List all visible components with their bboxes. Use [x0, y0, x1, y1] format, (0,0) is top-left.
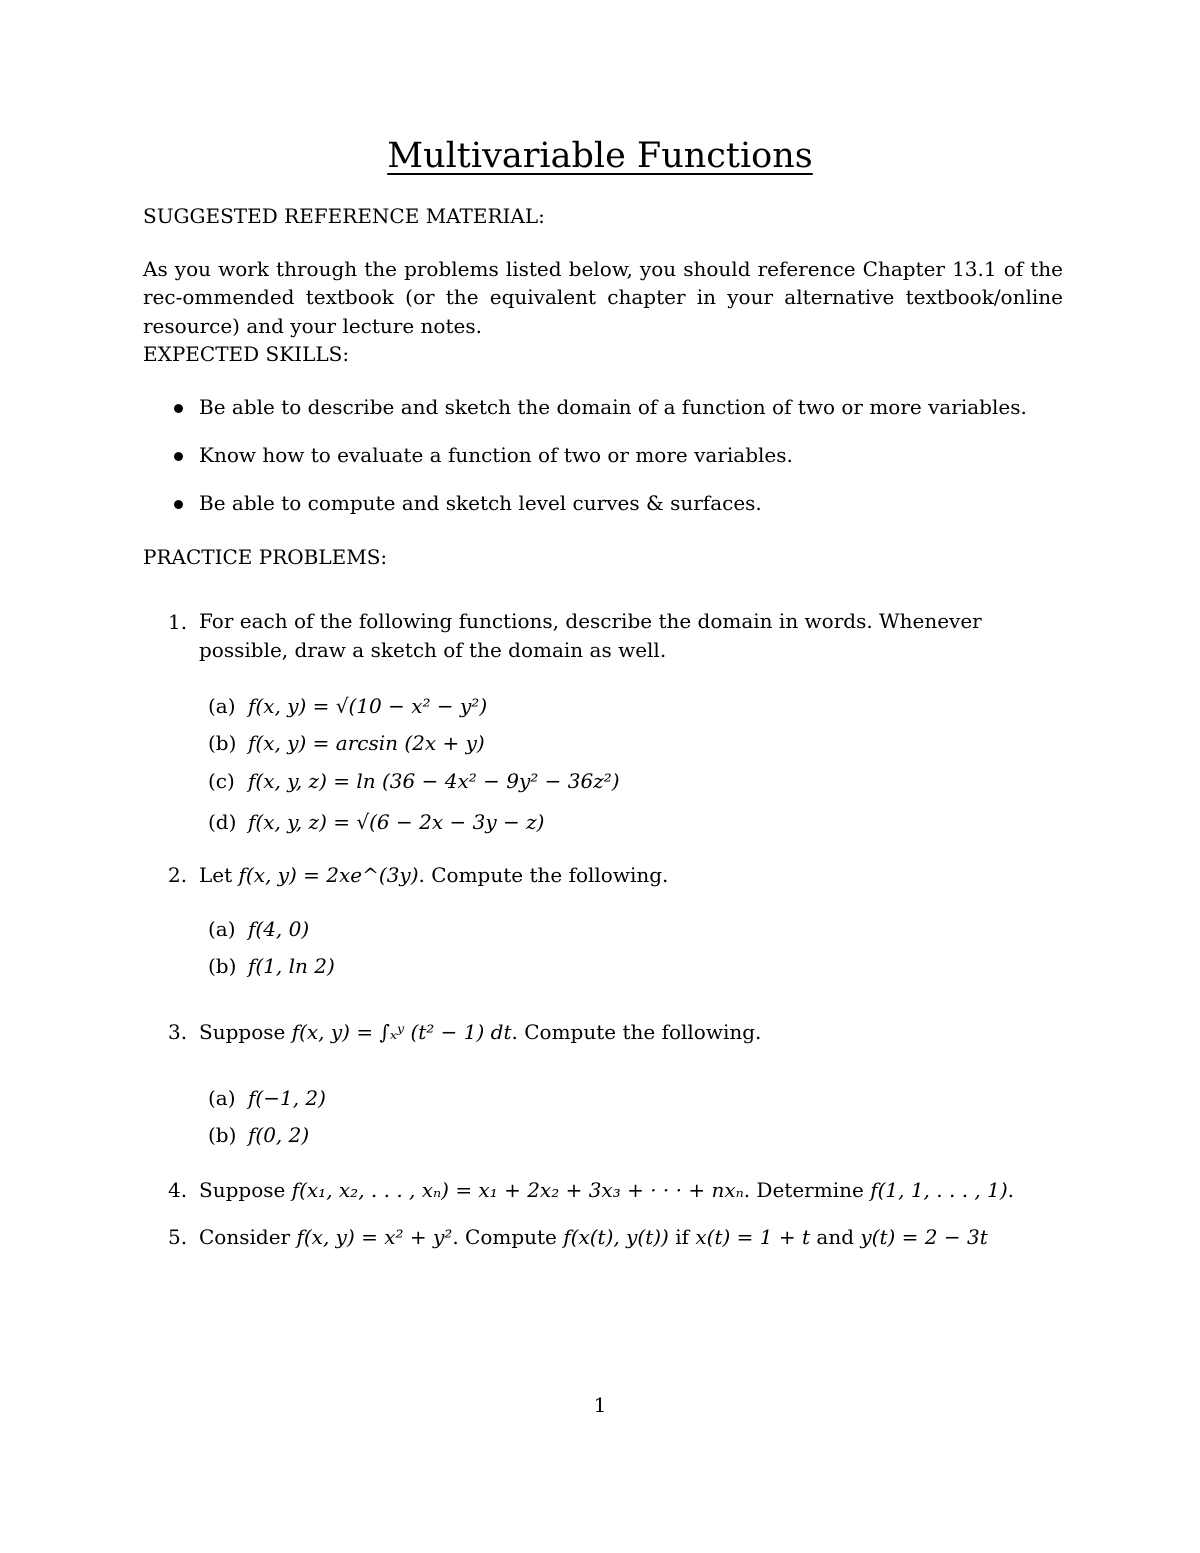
part-expression: f(0, 2) [248, 1123, 310, 1147]
problem-expression: f(x₁, x₂, . . . , xₙ) = x₁ + 2x₂ + 3x₃ + · · · + nxₙ [291, 1178, 744, 1202]
page-number: 1 [593, 1393, 607, 1417]
bullet-icon [174, 404, 183, 413]
problem-number: 3. [168, 1020, 188, 1044]
part-label: (b) [208, 954, 237, 978]
part-label: (a) [208, 694, 236, 718]
problem-expression: f(x, y) = x² + y² [296, 1225, 453, 1249]
problem-expression-2: f(x(t), y(t)) [563, 1225, 669, 1249]
skill-item: Be able to compute and sketch level curves & surfaces. [199, 491, 762, 515]
part-expression: f(x, y, z) = ln (36 − 4x² − 9y² − 36z²) [248, 769, 620, 793]
problem-middle: . Determine [743, 1178, 864, 1202]
problem-3-statement [199, 1018, 761, 1046]
part-expression: f(x, y) = arcsin (2x + y) [248, 731, 485, 755]
problem-middle: . Compute [452, 1225, 557, 1249]
problem-middle-2: if [675, 1225, 690, 1249]
problem-lead: Suppose [199, 1178, 286, 1202]
problem-2-statement [199, 861, 668, 889]
problem-number: 5. [168, 1225, 188, 1249]
bullet-icon [174, 452, 183, 461]
problem-and: and [816, 1225, 854, 1249]
part-expression: f(1, ln 2) [248, 954, 335, 978]
skill-item: Know how to evaluate a function of two or more variables. [199, 443, 793, 467]
problem-tail: . Compute the following. [511, 1020, 762, 1044]
part-label: (b) [208, 731, 237, 755]
problem-expression-3: x(t) = 1 + t [695, 1225, 811, 1249]
section-heading-skills: EXPECTED SKILLS: [143, 342, 350, 366]
part-label: (b) [208, 1123, 237, 1147]
problem-number: 4. [168, 1178, 188, 1202]
part-label: (d) [208, 810, 237, 834]
problem-lead: Consider [199, 1225, 291, 1249]
problem-lead: Suppose [199, 1020, 286, 1044]
bullet-icon [174, 500, 183, 509]
part-label: (c) [208, 769, 235, 793]
problem-expression-4: y(t) = 2 − 3t [860, 1225, 988, 1249]
part-label: (a) [208, 917, 236, 941]
problem-tail: . [1007, 1178, 1015, 1202]
part-label: (a) [208, 1086, 236, 1110]
problem-number: 2. [168, 863, 188, 887]
problem-expression: f(x, y) = 2xe^(3y) [238, 863, 419, 887]
part-expression: f(x, y, z) = √(6 − 2x − 3y − z) [248, 810, 545, 834]
problem-number: 1. [168, 610, 188, 634]
skill-item: Be able to describe and sketch the domain of a function of two or more variables. [199, 395, 1027, 419]
problem-5-statement [199, 1223, 988, 1251]
part-expression: f(4, 0) [248, 917, 310, 941]
reference-paragraph: As you work through the problems listed below, you should reference Chapter 13.1 of the rec-ommended textbook (or the equivalent chapter in your alternative textbook/online resource) and your lecture notes. [143, 257, 1063, 338]
section-heading-reference: SUGGESTED REFERENCE MATERIAL: [143, 204, 545, 228]
part-expression: f(x, y) = √(10 − x² − y²) [248, 694, 488, 718]
section-heading-practice: PRACTICE PROBLEMS: [143, 545, 388, 569]
problem-expression-2: f(1, 1, . . . , 1) [870, 1178, 1008, 1202]
part-expression: f(−1, 2) [248, 1086, 326, 1110]
problem-lead: Let [199, 863, 233, 887]
problem-expression: f(x, y) = ∫ₓʸ (t² − 1) dt [291, 1020, 512, 1044]
problem-tail: . Compute the following. [418, 863, 669, 887]
problem-4-statement [199, 1176, 1014, 1204]
problem-1-text: For each of the following functions, describe the domain in words. Whenever possible, draw a sketch of the domain as well. [199, 609, 982, 662]
page-title: Multivariable Functions [387, 136, 813, 176]
